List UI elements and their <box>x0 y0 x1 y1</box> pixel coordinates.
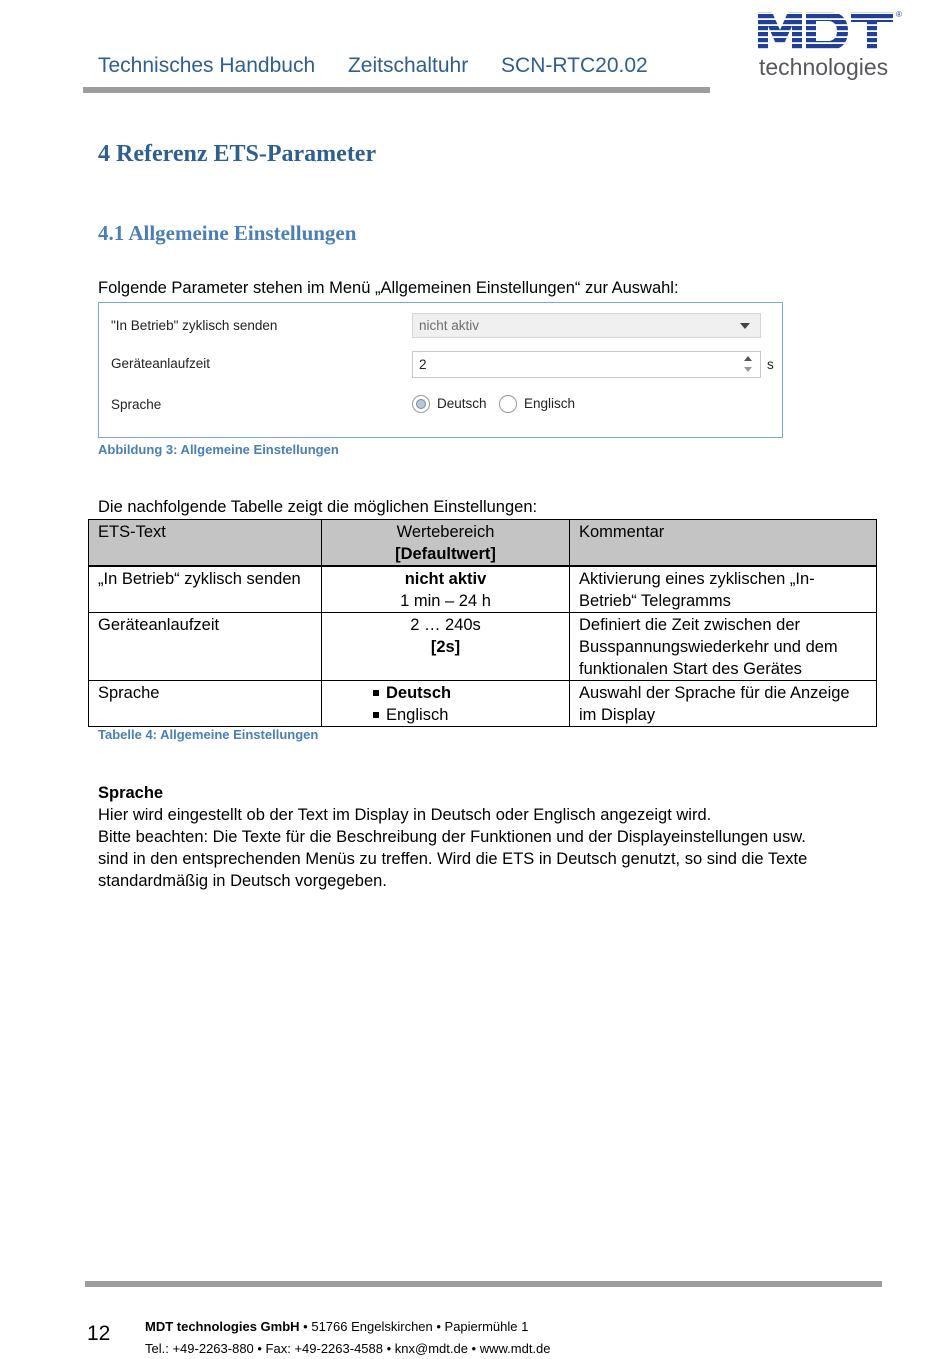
ets-label-cyclic-send: "In Betrieb" zyklisch senden <box>111 318 278 333</box>
header-value-range-label: Wertebereich <box>396 523 495 541</box>
row-startup-time-range <box>322 613 570 681</box>
spin-up-arrow-icon[interactable] <box>744 356 752 361</box>
footer-rule <box>85 1281 882 1287</box>
figure-caption: Abbildung 3: Allgemeine Einstellungen <box>98 442 339 457</box>
ets-label-startup-time: Geräteanlaufzeit <box>111 356 211 371</box>
row-startup-time-text: Geräteanlaufzeit <box>89 613 322 681</box>
mdt-logo-mark <box>756 8 904 54</box>
row-cyclic-send-range-values: 1 min – 24 h <box>400 592 491 610</box>
logo-registered-mark: ® <box>896 10 902 19</box>
row-startup-time-default: [2s] <box>430 638 461 656</box>
page-number: 12 <box>87 1322 111 1345</box>
cyclic-send-dropdown[interactable] <box>412 313 761 338</box>
header-rule <box>83 87 710 93</box>
language-section-line1: Hier wird eingestellt ob der Text im Display in Deutsch oder Englisch angezeigt wird. <box>98 806 712 824</box>
row-language-comment: Auswahl der Sprache für die Anzeige im Display <box>570 681 877 727</box>
table-intro: Die nachfolgende Tabelle zeigt die möglichen Einstellungen: <box>98 498 538 516</box>
language-radio-englisch-label[interactable]: Englisch <box>524 396 576 411</box>
spin-down-arrow-icon[interactable] <box>744 367 752 372</box>
row-startup-time-comment: Definiert die Zeit zwischen der Busspannungswiederkehr und dem funktionalen Start des Gerätes <box>570 613 877 681</box>
parameter-table <box>88 519 877 727</box>
intro-paragraph: Folgende Parameter stehen im Menü „Allgemeinen Einstellungen“ zur Auswahl: <box>98 279 679 297</box>
table-row <box>89 613 877 681</box>
header-value-range <box>322 520 570 567</box>
table-header-row <box>89 520 877 567</box>
header-product: Zeitschaltuhr <box>347 54 469 77</box>
startup-time-value: 2 <box>419 357 427 372</box>
row-language-option-deutsch-label: Deutsch <box>386 684 452 702</box>
footer-address <box>145 1319 528 1334</box>
language-section-title: Sprache <box>98 784 164 802</box>
table-row <box>89 681 877 727</box>
row-language-option-englisch-label: Englisch <box>386 706 449 724</box>
row-language-option-deutsch <box>331 682 560 704</box>
chapter-heading: 4 Referenz ETS-Parameter <box>98 141 377 167</box>
startup-time-spinbox[interactable] <box>412 351 761 378</box>
mdt-logo <box>756 8 904 84</box>
startup-time-unit: s <box>767 357 774 372</box>
table-row <box>89 566 877 613</box>
row-cyclic-send-default: nicht aktiv <box>404 570 487 588</box>
logo-subtitle: technologies <box>759 54 889 80</box>
header-ets-text: ETS-Text <box>89 520 322 567</box>
language-radio-deutsch-label[interactable]: Deutsch <box>437 396 487 411</box>
row-language-option-englisch <box>331 704 560 726</box>
row-cyclic-send-comment: Aktivierung eines zyklischen „In-Betrieb“ Telegramms <box>570 566 877 613</box>
language-section-line3: sind in den entsprechenden Menüs zu treffen. Wird die ETS in Deutsch genutzt, so sind die Texte <box>98 850 808 868</box>
row-cyclic-send-range <box>322 566 570 613</box>
footer-company-name: MDT technologies GmbH <box>145 1319 304 1334</box>
header-title: Technisches Handbuch <box>98 54 316 77</box>
language-section-line4: standardmäßig in Deutsch vorgegeben. <box>98 872 387 890</box>
language-section-line2: Bitte beachten: Die Texte für die Beschreibung der Funktionen und der Displayeinstellungen usw. <box>98 828 806 846</box>
ets-label-language: Sprache <box>111 397 162 412</box>
row-startup-time-range-values: 2 … 240s <box>410 616 481 634</box>
row-cyclic-send-text: „In Betrieb“ zyklisch senden <box>89 566 322 613</box>
row-language-options <box>322 681 570 727</box>
header-default-value-label: [Defaultwert] <box>395 545 496 563</box>
ets-settings-panel <box>98 302 783 438</box>
chevron-down-icon[interactable] <box>740 323 750 329</box>
section-heading: 4.1 Allgemeine Einstellungen <box>98 221 357 245</box>
language-radio-deutsch[interactable] <box>412 395 430 413</box>
row-language-text: Sprache <box>89 681 322 727</box>
header-comment: Kommentar <box>570 520 877 567</box>
running-header <box>98 54 675 78</box>
footer-contact: Tel.: +49-2263-880 • Fax: +49-2263-4588 • knx@mdt.de • www.mdt.de <box>145 1341 551 1356</box>
cyclic-send-dropdown-value: nicht aktiv <box>419 318 480 333</box>
header-model: SCN-RTC20.02 <box>501 54 648 77</box>
language-radio-englisch[interactable] <box>499 395 517 413</box>
footer-address-rest: • 51766 Engelskirchen • Papiermühle 1 <box>303 1319 529 1334</box>
table-caption: Tabelle 4: Allgemeine Einstellungen <box>98 727 319 742</box>
